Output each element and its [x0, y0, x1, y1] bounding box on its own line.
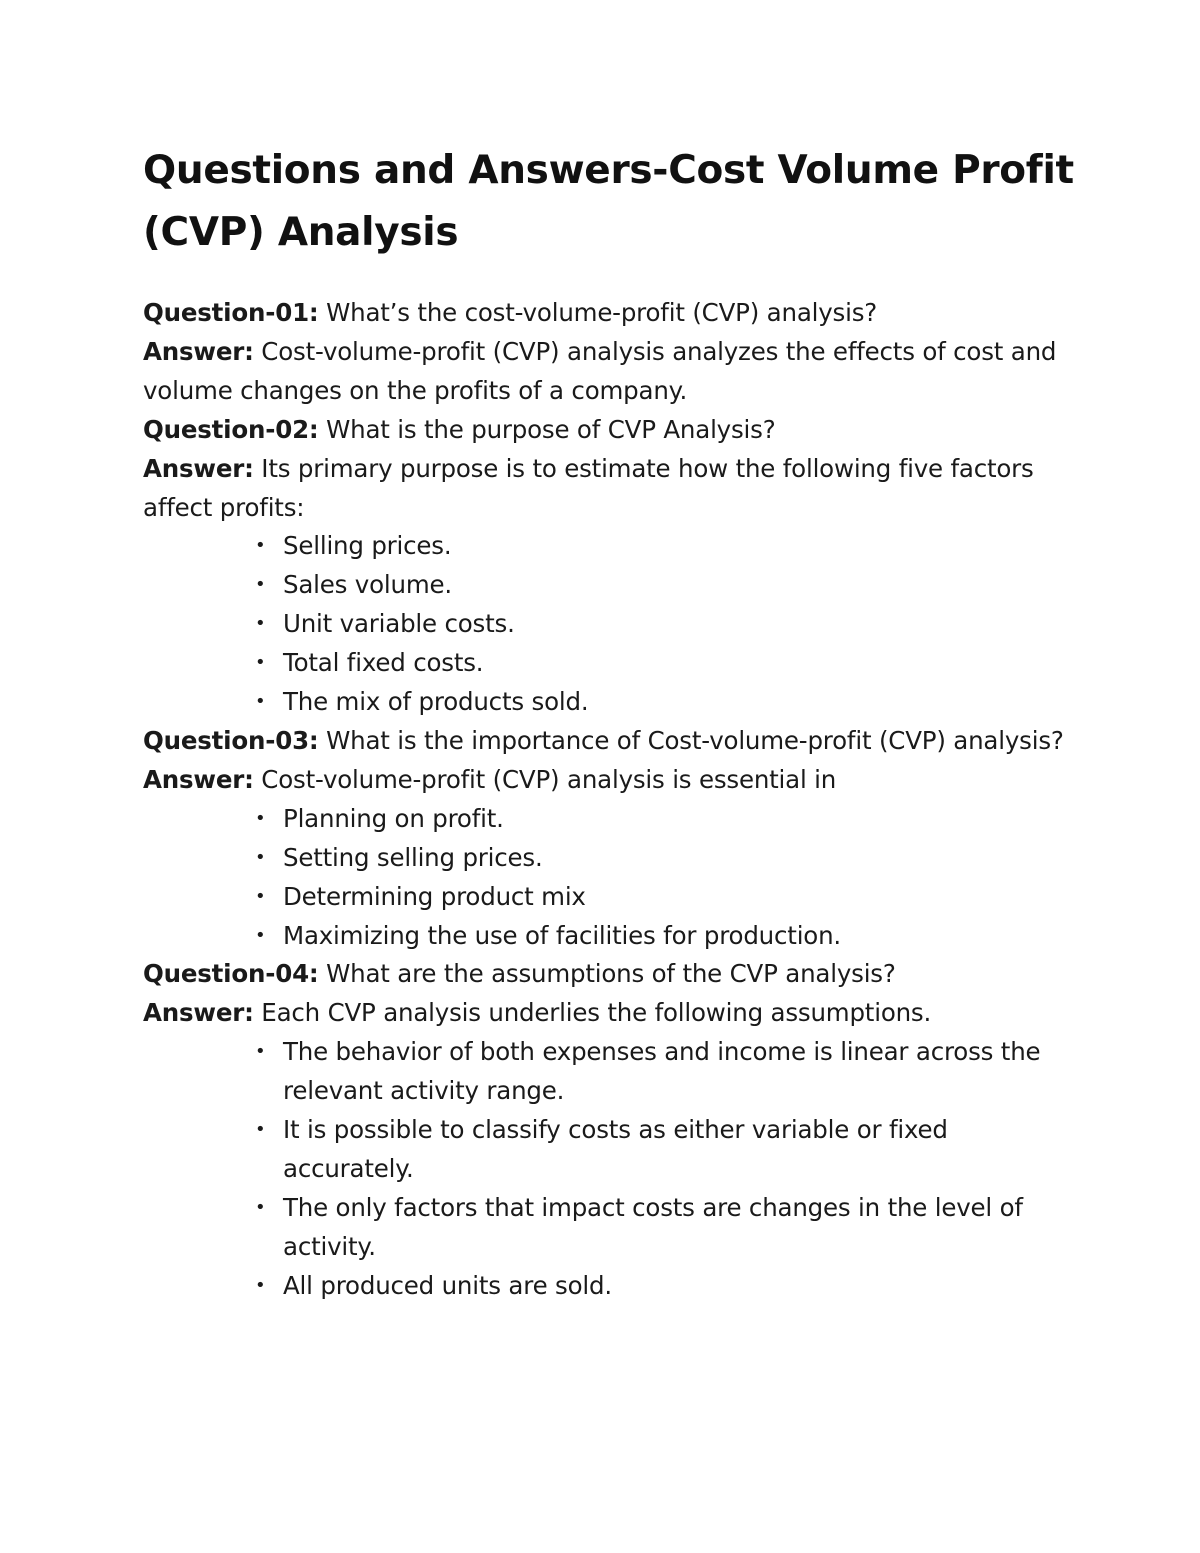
list-item: • The only factors that impact costs are changes in the level of activity. — [143, 1189, 1083, 1267]
answer-text: Cost-volume-profit (CVP) analysis is essential in — [253, 764, 837, 794]
question-text: What are the assumptions of the CVP analysis? — [318, 959, 896, 989]
list-item: • Determining product mix — [143, 878, 1083, 917]
question — [143, 955, 1083, 994]
answer — [143, 761, 1083, 800]
list-item: • All produced units are sold. — [143, 1267, 1083, 1306]
answer-text: Each CVP analysis underlies the following assumptions. — [253, 998, 932, 1028]
bullet-list — [143, 800, 1083, 956]
answer-label: Answer: — [143, 998, 254, 1028]
question-text: What is the importance of Cost-volume-profit (CVP) analysis? — [318, 725, 1064, 755]
answer-text: Cost-volume-profit (CVP) analysis analyzes the effects of cost and volume changes on the profits of a company. — [143, 336, 1057, 405]
list-item: • The mix of products sold. — [143, 683, 1083, 722]
qa-section — [143, 294, 1083, 1306]
list-item: • Planning on profit. — [143, 800, 1083, 839]
list-item: • It is possible to classify costs as either variable or fixed accurately. — [143, 1111, 1083, 1189]
qa-block — [143, 294, 1083, 411]
answer — [143, 994, 1083, 1033]
list-item: • Setting selling prices. — [143, 839, 1083, 878]
question-label: Question-01: — [143, 298, 319, 327]
list-item: • The behavior of both expenses and income is linear across the relevant activity range. — [143, 1033, 1083, 1111]
list-item: • Maximizing the use of facilities for production. — [143, 917, 1083, 956]
answer-label: Answer: — [143, 764, 254, 794]
answer — [143, 333, 1083, 411]
question-label: Question-03: — [143, 725, 319, 755]
list-item: • Selling prices. — [143, 527, 1083, 566]
bullet-list — [143, 1033, 1083, 1305]
bullet-list — [143, 527, 1083, 722]
question-text: What’s the cost-volume-profit (CVP) analysis? — [318, 298, 878, 327]
list-item: • Sales volume. — [143, 566, 1083, 605]
list-item: • Unit variable costs. — [143, 605, 1083, 644]
qa-block — [143, 411, 1083, 722]
answer — [143, 450, 1083, 528]
answer-label: Answer: — [143, 336, 254, 366]
question — [143, 294, 1083, 333]
qa-block — [143, 722, 1083, 955]
list-item: • Total fixed costs. — [143, 644, 1083, 683]
qa-block — [143, 955, 1083, 1305]
question-label: Question-04: — [143, 959, 319, 989]
question — [143, 411, 1083, 450]
answer-label: Answer: — [143, 453, 254, 483]
document-page — [143, 140, 1083, 1306]
document-title: Questions and Answers-Cost Volume Profit (CVP) Analysis — [143, 148, 1074, 255]
question-label: Question-02: — [143, 414, 319, 444]
answer-text: Its primary purpose is to estimate how the following five factors affect profits: — [143, 453, 1034, 522]
question — [143, 722, 1083, 761]
question-text: What is the purpose of CVP Analysis? — [318, 414, 776, 444]
